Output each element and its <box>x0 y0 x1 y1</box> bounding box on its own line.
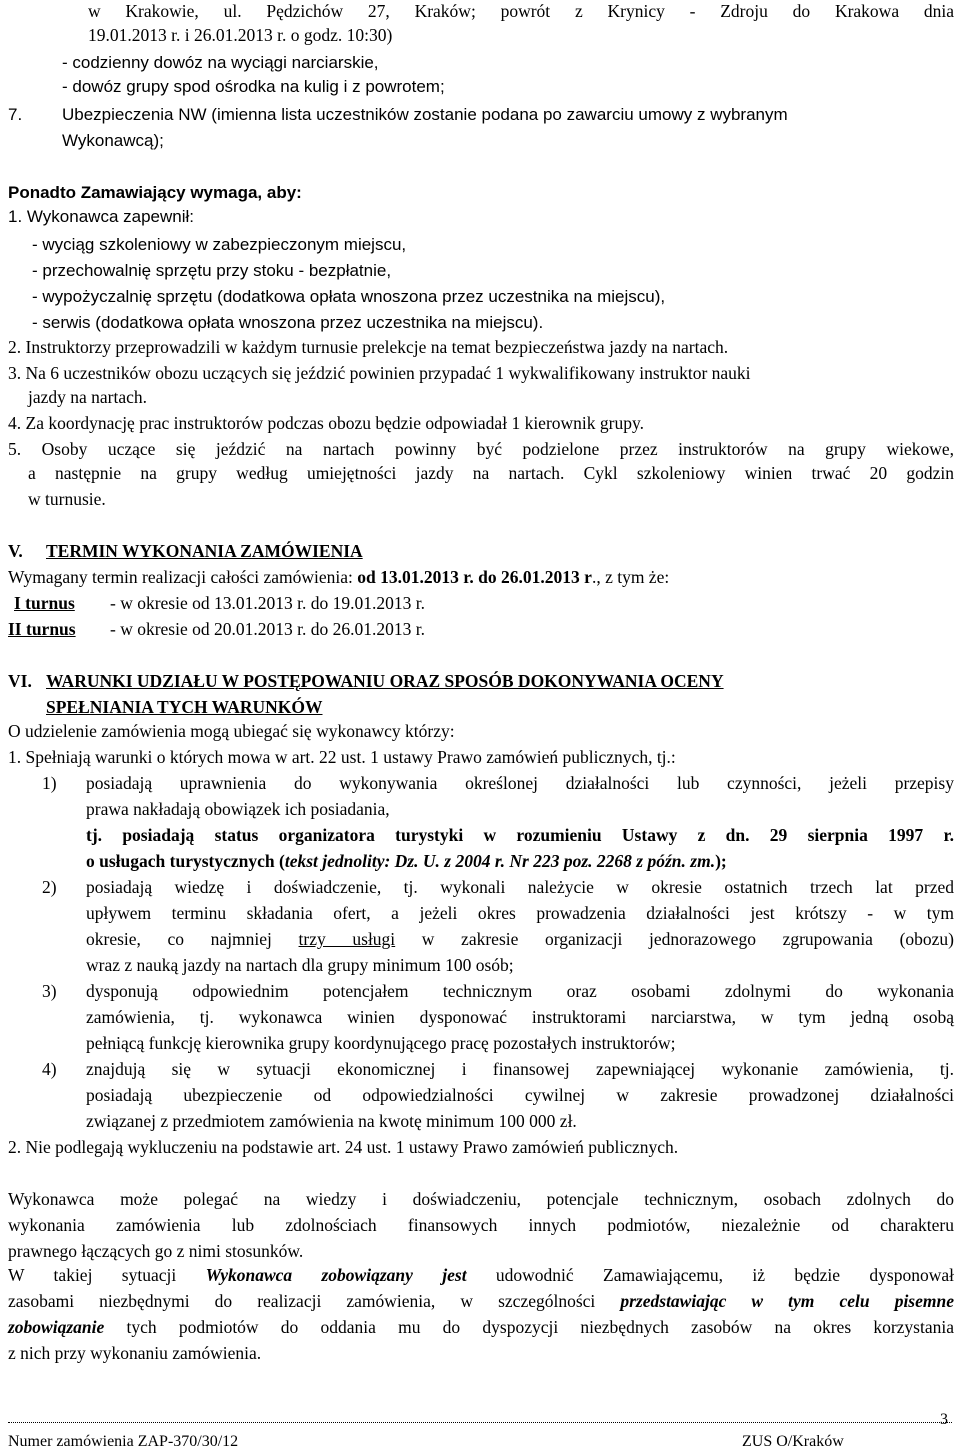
emphasis-text: zobowiązanie <box>8 1317 105 1337</box>
list-item: - wypożyczalnię sprzętu (dodatkowa opłata wnoszona przez uczestnika na miejscu), <box>32 287 666 306</box>
turnus-label: I turnus <box>14 593 75 613</box>
list-item: - wyciąg szkoleniowy w zabezpieczonym miejscu, <box>32 235 407 254</box>
text-line: wykonania zamówienia lub zdolnościach finansowych innych podmiotów, niezależnie od charakteru <box>8 1215 954 1235</box>
list-number: 1) <box>42 773 57 793</box>
list-number: 4) <box>42 1059 57 1079</box>
list-item: związanej z przedmiotem zamówienia na kwotę minimum 100 000 zł. <box>86 1111 577 1131</box>
section-title: TERMIN WYKONANIA ZAMÓWIENIA <box>46 541 363 561</box>
list-item: 2. Instruktorzy przeprowadzili w każdym turnusie prelekcje na temat bezpieczeństwa jazdy na nartach. <box>8 337 729 357</box>
list-number: 7. <box>8 105 23 124</box>
list-item: 5. Osoby uczące się jeździć na nartach powinny być podzielone przez instruktorów na grupy wiekowe, <box>8 439 954 459</box>
list-item: posiadają wiedzę i doświadczenie, tj. wykonali należycie w okresie ostatnich trzech lat przed <box>86 877 954 897</box>
legal-reference: tekst jednolity: Dz. U. z 2004 r. Nr 223 poz. 2268 z późn. zm. <box>284 851 716 871</box>
footer-divider <box>8 1422 952 1423</box>
turnus-dates: - w okresie od 20.01.2013 r. do 26.01.2013 r. <box>110 619 425 639</box>
text-span: w zakresie organizacji jednorazowego zgrupowania (obozu) <box>421 929 954 949</box>
text-span: o usługach turystycznych ( <box>86 851 285 871</box>
list-item <box>86 848 727 874</box>
list-item: - dowóz grupy spod ośrodka na kulig i z powrotem; <box>62 77 445 96</box>
text-line: prawnego łączących go z nimi stosunków. <box>8 1241 304 1261</box>
list-item: a następnie na grupy według umiejętności jazdy na nartach. Cykl szkoleniowy winien trwać 20 godzin <box>28 463 954 483</box>
list-item: 3. Na 6 uczestników obozu uczących się jeździć powinien przypadać 1 wykwalifikowany instruktor nauki <box>8 363 751 383</box>
text-line: w Krakowie, ul. Pędzichów 27, Kraków; powrót z Krynicy - Zdroju do Krakowa dnia <box>88 1 954 21</box>
date-range: od 13.01.2013 r. do 26.01.2013 r <box>357 567 592 587</box>
list-item: jazdy na nartach. <box>28 387 148 407</box>
text-line: 19.01.2013 r. i 26.01.2013 r. o godz. 10:30) <box>88 25 393 45</box>
text-span: okresie, co najmniej <box>86 929 272 949</box>
text-line <box>8 1314 954 1340</box>
list-item: wraz z nauką jazdy na nartach dla grupy minimum 100 osób; <box>86 955 514 975</box>
section-number: V. <box>8 541 23 561</box>
list-item: posiadają ubezpieczenie od odpowiedzialności cywilnej w zakresie prowadzonej działalności <box>86 1085 954 1105</box>
text-line <box>8 1262 954 1288</box>
text-span: ., z tym że: <box>591 567 670 587</box>
text-span: Wymagany termin realizacji całości zamówienia: <box>8 567 353 587</box>
list-item: pełniącą funkcję kierownika grupy koordynującego pracę pozostałych instruktorów; <box>86 1033 676 1053</box>
list-item: Ubezpieczenia NW (imienna lista uczestników zostanie podana po zawarciu umowy z wybranym <box>62 105 788 124</box>
list-item: znajdują się w sytuacji ekonomicznej i finansowej zapewniającej wykonanie zamówienia, tj. <box>86 1059 954 1079</box>
text-line: z nich przy wykonaniu zamówienia. <box>8 1343 262 1363</box>
list-item <box>86 926 954 952</box>
list-item: - serwis (dodatkowa opłata wnoszona przez uczestnika na miejscu). <box>32 313 544 332</box>
list-item: 1. Spełniają warunki o których mowa w art. 22 ust. 1 ustawy Prawo zamówień publicznych, tj.: <box>8 747 676 767</box>
text-span: zasobami niezbędnymi do realizacji zamówienia, w szczególności <box>8 1291 596 1311</box>
footer-order-number: Numer zamówienia ZAP-370/30/12 <box>8 1433 239 1450</box>
list-number: 2) <box>42 877 57 897</box>
list-item: prawa nakładają obowiązek ich posiadania, <box>86 799 390 819</box>
list-number: 3) <box>42 981 57 1001</box>
text-line <box>8 1288 954 1314</box>
text-span: udowodnić Zamawiającemu, iż będzie dysponował <box>495 1265 954 1285</box>
list-item: dysponują odpowiednim potencjałem technicznym oraz osobami zdolnymi do wykonania <box>86 981 954 1001</box>
emphasis-text: trzy usługi <box>298 929 396 949</box>
turnus-label: II turnus <box>8 619 76 639</box>
section-heading: Ponadto Zamawiający wymaga, aby: <box>8 183 302 202</box>
text-span: W takiej sytuacji <box>8 1265 177 1285</box>
section-title: SPEŁNIANIA TYCH WARUNKÓW <box>46 697 323 717</box>
text-line: O udzielenie zamówienia mogą ubiegać się wykonawcy którzy: <box>8 721 455 741</box>
emphasis-text: Wykonawca zobowiązany jest <box>205 1265 467 1285</box>
footer-organization: ZUS O/Kraków <box>742 1433 844 1450</box>
text-span: ); <box>715 851 727 871</box>
list-item: w turnusie. <box>28 489 106 509</box>
list-item: tj. posiadają status organizatora turystyki w rozumieniu Ustawy z dn. 29 sierpnia 1997 r. <box>86 825 954 845</box>
section-number: VI. <box>8 671 32 691</box>
list-item: - codzienny dowóz na wyciągi narciarskie, <box>62 53 379 72</box>
page-number: 3 <box>940 1411 948 1428</box>
list-item: 1. Wykonawca zapewnił: <box>8 207 194 226</box>
section-title: WARUNKI UDZIAŁU W POSTĘPOWANIU ORAZ SPOSÓB DOKONYWANIA OCENY <box>46 671 724 691</box>
list-item: 4. Za koordynację prac instruktorów podczas obozu będzie odpowiadał 1 kierownik grupy. <box>8 413 644 433</box>
list-item: posiadają uprawnienia do wykonywania określonej działalności lub czynności, jeżeli przepisy <box>86 773 954 793</box>
list-item: - przechowalnię sprzętu przy stoku - bezpłatnie, <box>32 261 392 280</box>
text-span: tych podmiotów do oddania mu do dyspozycji niezbędnych zasobów na okres korzystania <box>126 1317 955 1337</box>
turnus-dates: - w okresie od 13.01.2013 r. do 19.01.2013 r. <box>110 593 425 613</box>
list-item: 2. Nie podlegają wykluczeniu na podstawie art. 24 ust. 1 ustawy Prawo zamówień publicznych. <box>8 1137 679 1157</box>
emphasis-text: przedstawiając w tym celu pisemne <box>620 1291 955 1311</box>
list-item: upływem terminu składania ofert, a jeżeli okres prowadzenia działalności jest krótszy - w tym <box>86 903 954 923</box>
list-item: Wykonawcą); <box>62 131 164 150</box>
list-item: zamówienia, tj. wykonawca winien dysponować instruktorami narciarstwa, w tym jedną osobą <box>86 1007 954 1027</box>
text-line: Wykonawca może polegać na wiedzy i doświadczeniu, potencjale technicznym, osobach zdolnych do <box>8 1189 954 1209</box>
text-line <box>8 564 669 590</box>
